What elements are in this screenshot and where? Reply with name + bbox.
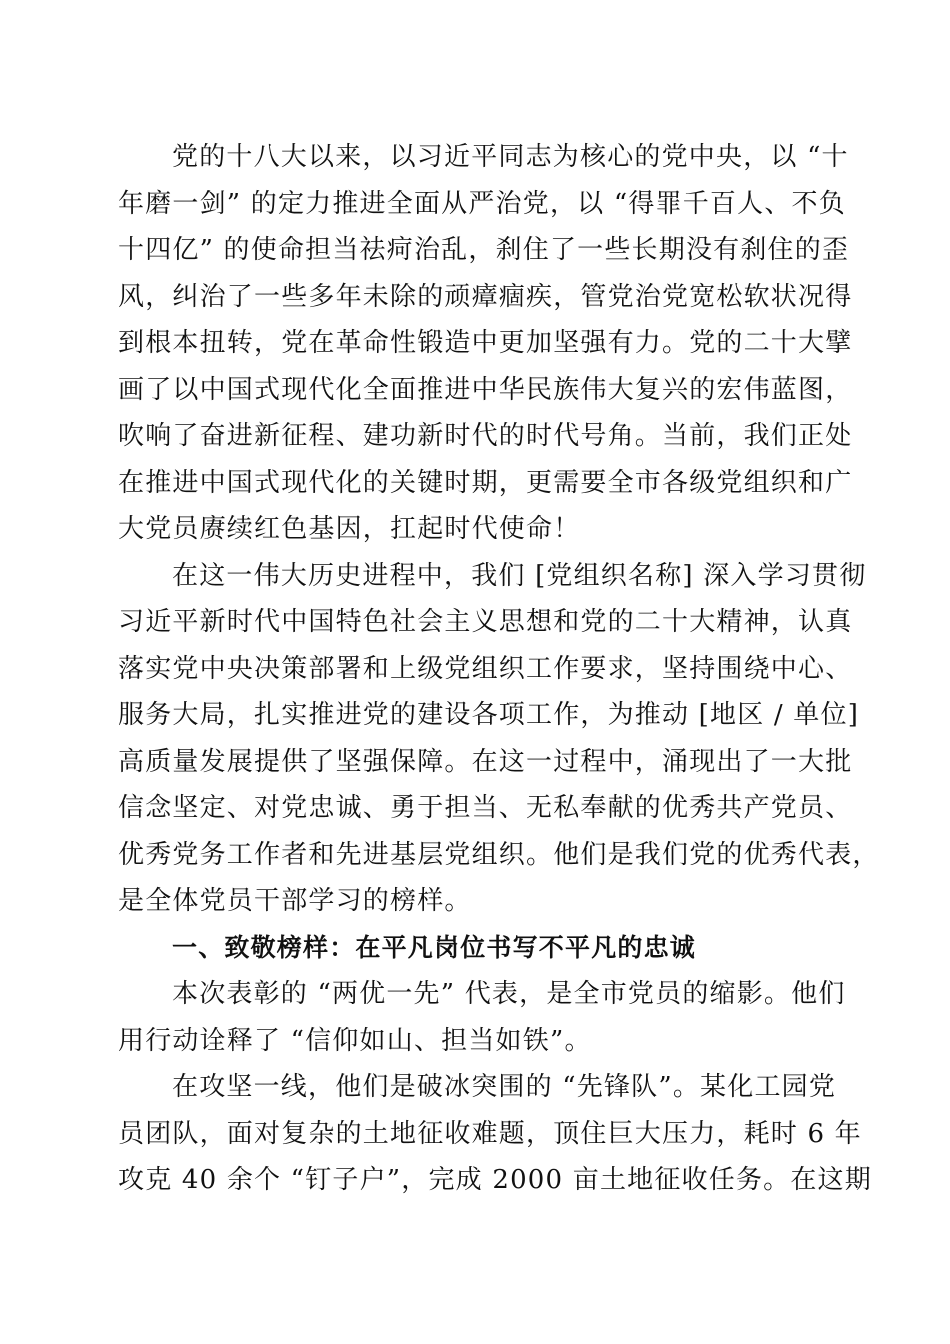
paragraph-line: 优秀党务工作者和先进基层党组织。他们是我们党的优秀代表， bbox=[118, 839, 880, 870]
section-heading: 一、致敬榜样：在平凡岗位书写不平凡的忠诚 bbox=[172, 932, 697, 962]
paragraph-1 bbox=[118, 134, 853, 553]
paragraph-line: 落实党中央决策部署和上级党组织工作要求，坚持围绕中心、 bbox=[118, 653, 853, 684]
paragraph-line: 年磨一剑” 的定力推进全面从严治党，以 “得罪千百人、不负 bbox=[118, 188, 846, 219]
paragraph-line: 攻克 40 余个 “钉子户”，完成 2000 亩土地征收任务。在这期 bbox=[118, 1165, 872, 1195]
paragraph-line: 党的十八大以来，以习近平同志为核心的党中央，以 “十 bbox=[172, 142, 849, 172]
paragraph-line: 高质量发展提供了坚强保障。在这一过程中，涌现出了一大批 bbox=[118, 746, 853, 777]
paragraph-line: 画了以中国式现代化全面推进中华民族伟大复兴的宏伟蓝图， bbox=[118, 374, 853, 405]
paragraph-line: 员团队，面对复杂的土地征收难题，顶住巨大压力，耗时 6 年 bbox=[118, 1118, 862, 1149]
paragraph-line: 大党员赓续红色基因，扛起时代使命！ bbox=[118, 514, 581, 544]
paragraph-line: 十四亿” 的使命担当祛疴治乱，刹住了一些长期没有刹住的歪 bbox=[118, 235, 850, 265]
paragraph-line: 在这一伟大历史进程中，我们 [党组织名称] 深入学习贯彻 bbox=[172, 560, 867, 591]
paragraph-line: 到根本扭转，党在革命性锻造中更加坚强有力。党的二十大擘 bbox=[118, 328, 853, 358]
paragraph-line: 用行动诠释了 “信仰如山、担当如铁”。 bbox=[118, 1025, 592, 1056]
paragraph-4 bbox=[118, 1064, 872, 1204]
paragraph-line: 信念坚定、对党忠诚、勇于担当、无私奉献的优秀共产党员、 bbox=[118, 793, 853, 823]
paragraph-line: 在攻坚一线，他们是破冰突围的 “先锋队”。某化工园党 bbox=[172, 1072, 837, 1102]
paragraph-line: 是全体党员干部学习的榜样。 bbox=[118, 886, 472, 916]
paragraph-line: 服务大局，扎实推进党的建设各项工作，为推动 [地区 / 单位] bbox=[118, 700, 860, 730]
paragraph-line: 本次表彰的 “两优一先” 代表，是全市党员的缩影。他们 bbox=[172, 979, 846, 1009]
paragraph-line: 吹响了奋进新征程、建功新时代的时代号角。当前，我们正处 bbox=[118, 421, 853, 451]
paragraph-line: 风，纠治了一些多年未除的顽瘴痼疾，管党治党宽松软状况得 bbox=[118, 281, 853, 312]
document-body bbox=[118, 134, 880, 1204]
paragraph-line: 在推进中国式现代化的关键时期，更需要全市各级党组织和广 bbox=[118, 467, 853, 498]
paragraph-2 bbox=[118, 553, 880, 925]
paragraph-3 bbox=[118, 971, 846, 1064]
paragraph-line: 习近平新时代中国特色社会主义思想和党的二十大精神，认真 bbox=[118, 607, 853, 637]
